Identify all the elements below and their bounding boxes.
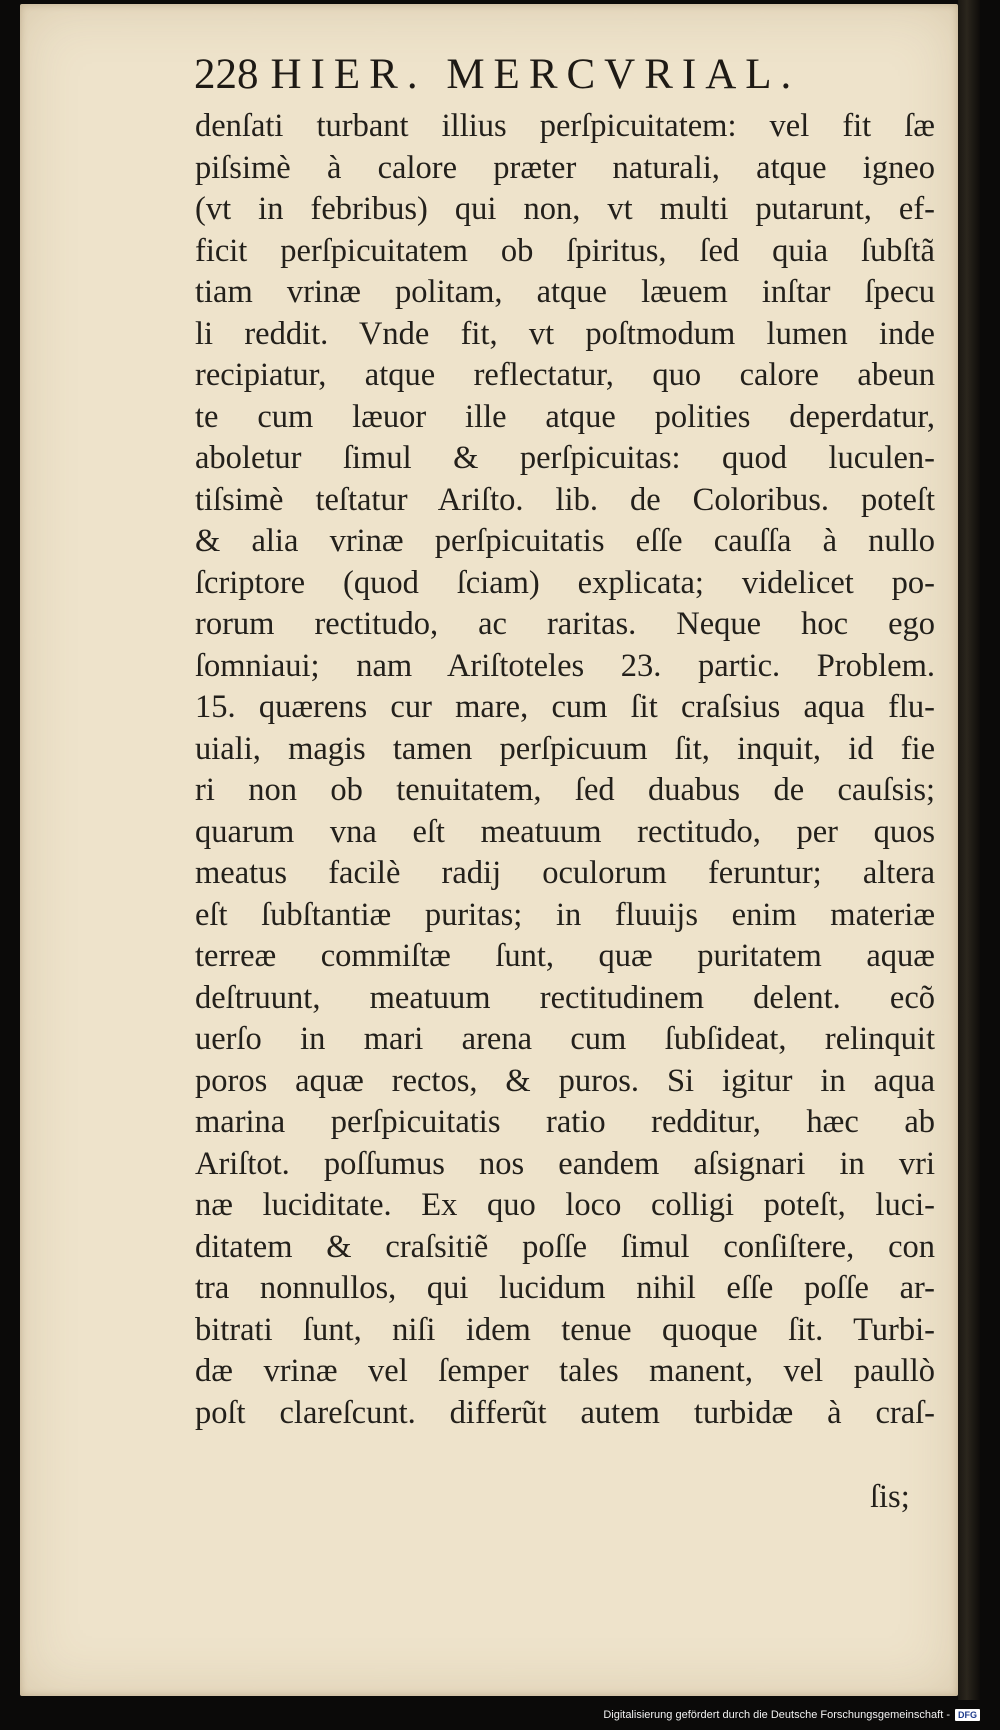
text-line: tiam vrinæ politam, atque læuem inſtar ſpecu [195, 274, 935, 310]
text-line: denſati turbant illius perſpicuitatem: vel fit ſæ [195, 108, 935, 144]
text-line: bitrati ſunt, niſi idem tenue quoque ſit. Turbi- [195, 1311, 935, 1348]
text-line: aboletur ſimul & perſpicuitas: quod luculen- [195, 440, 935, 476]
text-line: tiſsimè teſtatur Ariſto. lib. de Coloribus. poteſt [195, 481, 935, 518]
text-line: poſt clareſcunt. differũt autem turbidæ à craſ- [195, 1394, 935, 1431]
catchword: ſis; [870, 1479, 910, 1515]
text-line: poros aquæ rectos, & puros. Si igitur in aqua [195, 1062, 935, 1099]
page-number: 228 [194, 51, 259, 98]
text-line: ſcriptore (quod ſciam) explicata; videlicet po- [195, 564, 935, 601]
text-line: ficit perſpicuitatem ob ſpiritus, ſed quia ſubſtã [195, 232, 935, 269]
text-line: (vt in febribus) qui non, vt multi putarunt, ef- [195, 191, 935, 227]
text-line: piſsimè à calore præter naturali, atque igneo [195, 149, 935, 186]
page-header [194, 50, 800, 100]
text-line: rorum rectitudo, ac raritas. Neque hoc ego [195, 606, 935, 642]
running-head: HIER. MERCVRIAL. [270, 51, 801, 98]
text-line: eſt ſubſtantiæ puritas; in fluuijs enim materiæ [195, 896, 935, 933]
text-line: li reddit. Vnde fit, vt poſtmodum lumen inde [195, 315, 935, 352]
text-line: uerſo in mari arena cum ſubſideat, relinquit [195, 1021, 935, 1057]
text-line: & alia vrinæ perſpicuitatis eſſe cauſſa à nullo [195, 523, 935, 559]
text-line: Ariſtot. poſſumus nos eandem aſsignari in vri [195, 1145, 935, 1182]
text-line: ditatem & craſsitiẽ poſſe ſimul conſiſtere, con [195, 1228, 935, 1265]
text-line: marina perſpicuitatis ratio redditur, hæc ab [195, 1104, 935, 1140]
dfg-logo: DFG [955, 1709, 980, 1721]
text-line: quarum vna eſt meatuum rectitudo, per quos [195, 813, 935, 850]
text-line: næ luciditate. Ex quo loco colligi poteſt, luci- [195, 1187, 935, 1223]
text-line: ri non ob tenuitatem, ſed duabus de cauſsis; [195, 772, 935, 808]
body-text [195, 106, 935, 1434]
text-line: te cum læuor ille atque polities deperdatur, [195, 398, 935, 435]
text-line: ſomniaui; nam Ariſtoteles 23. partic. Problem. [195, 647, 935, 684]
text-line: uiali, magis tamen perſpicuum ſit, inquit, id fie [195, 730, 935, 767]
text-line: recipiatur, atque reflectatur, quo calore abeun [195, 357, 935, 393]
text-line: terreæ commiſtæ ſunt, quæ puritatem aquæ [195, 938, 935, 974]
text-line: dæ vrinæ vel ſemper tales manent, vel paullò [195, 1353, 935, 1389]
text-line: tra nonnullos, qui lucidum nihil eſſe poſſe ar- [195, 1270, 935, 1306]
digitization-credit [603, 1706, 980, 1724]
text-line: meatus facilè radij oculorum feruntur; altera [195, 855, 935, 891]
book-fore-edge [958, 0, 980, 1700]
credit-text: Digitalisierung gefördert durch die Deutsche Forschungsgemeinschaft - [603, 1709, 950, 1721]
text-line: deſtruunt, meatuum rectitudinem delent. ecõ [195, 979, 935, 1016]
text-line: 15. quærens cur mare, cum ſit craſsius aqua flu- [195, 689, 935, 725]
